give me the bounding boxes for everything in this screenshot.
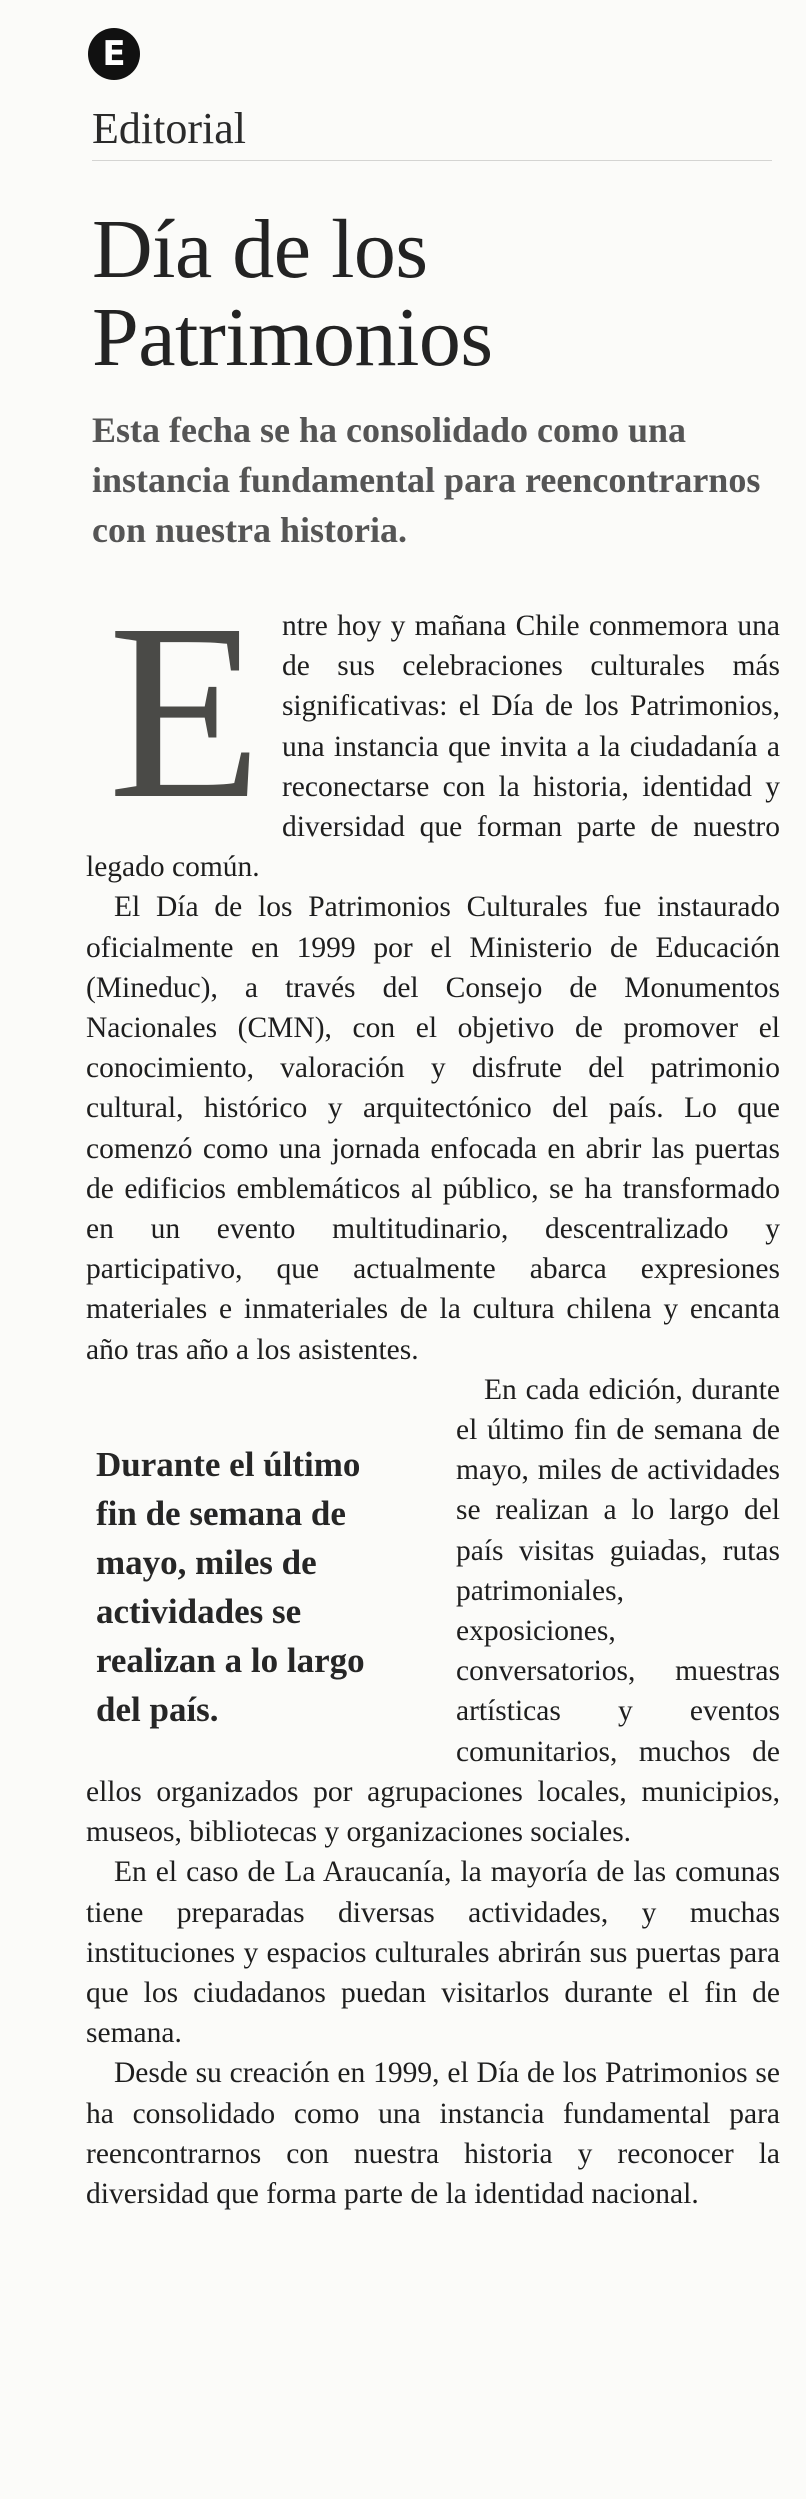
article-title: Día de los Patrimonios (92, 203, 493, 384)
drop-cap: E (108, 571, 262, 851)
pull-quote: Durante el último fin de semana de mayo, miles de actividades se realizan a lo largo del país. (96, 1444, 365, 1729)
paragraph-2: El Día de los Patrimonios Culturales fue instaurado oficialmente en 1999 por el Ministerio de Educación (Mineduc), a través del Consejo de Monumentos Nacionales (CMN), con el objetivo de promover el conocimiento, valoración y disfrute del patrimonio cultural, histórico y arquitectónico del país. Lo que comenzó como una jornada enfocada en abrir las puertas de edificios emblemáticos al público, se ha transformado en un evento multitudinario, descentralizado y participativo, que actualmente abarca expresiones materiales e inmateriales de la cultura chilena y encanta año tras año a los asistentes. (86, 891, 780, 1366)
section-badge-icon: E (88, 28, 140, 80)
article-subtitle: Esta fecha se ha consolidado como una instancia fundamental para reencontrarnos con nuestra historia. (92, 410, 761, 550)
paragraph-1: ntre hoy y mañana Chile conmemora una de sus celebraciones culturales más significativas: el Día de los Patrimonios, una instancia que invita a la ciudadanía a reconectarse con la historia, identidad y diversidad que forman parte de nuestro legado común. (86, 610, 780, 884)
paragraph-3: En cada edición, durante el último fin de semana de mayo, miles de actividades se realizan a lo largo del país visitas guiadas, rutas patrimoniales, exposiciones, conversatorios, muestras artísticas y eventos comunitarios, muchos de ellos organizados por agrupaciones locales, municipios, museos, bibliotecas y organizaciones sociales. (86, 1373, 780, 1849)
section-divider (92, 160, 772, 161)
section-label: Editorial (92, 104, 246, 153)
article-body (86, 571, 780, 2214)
paragraph-5: Desde su creación en 1999, el Día de los Patrimonios se ha consolidado como una instancia fundamental para reencontrarnos con nuestra historia y reconocer la diversidad que forma parte de la identidad nacional. (86, 2057, 780, 2210)
paragraph-4: En el caso de La Araucanía, la mayoría de las comunas tiene preparadas diversas actividades, y muchas instituciones y espacios culturales abrirán sus puertas para que los ciudadanos puedan visitarlos durante el fin de semana. (86, 1856, 780, 2050)
